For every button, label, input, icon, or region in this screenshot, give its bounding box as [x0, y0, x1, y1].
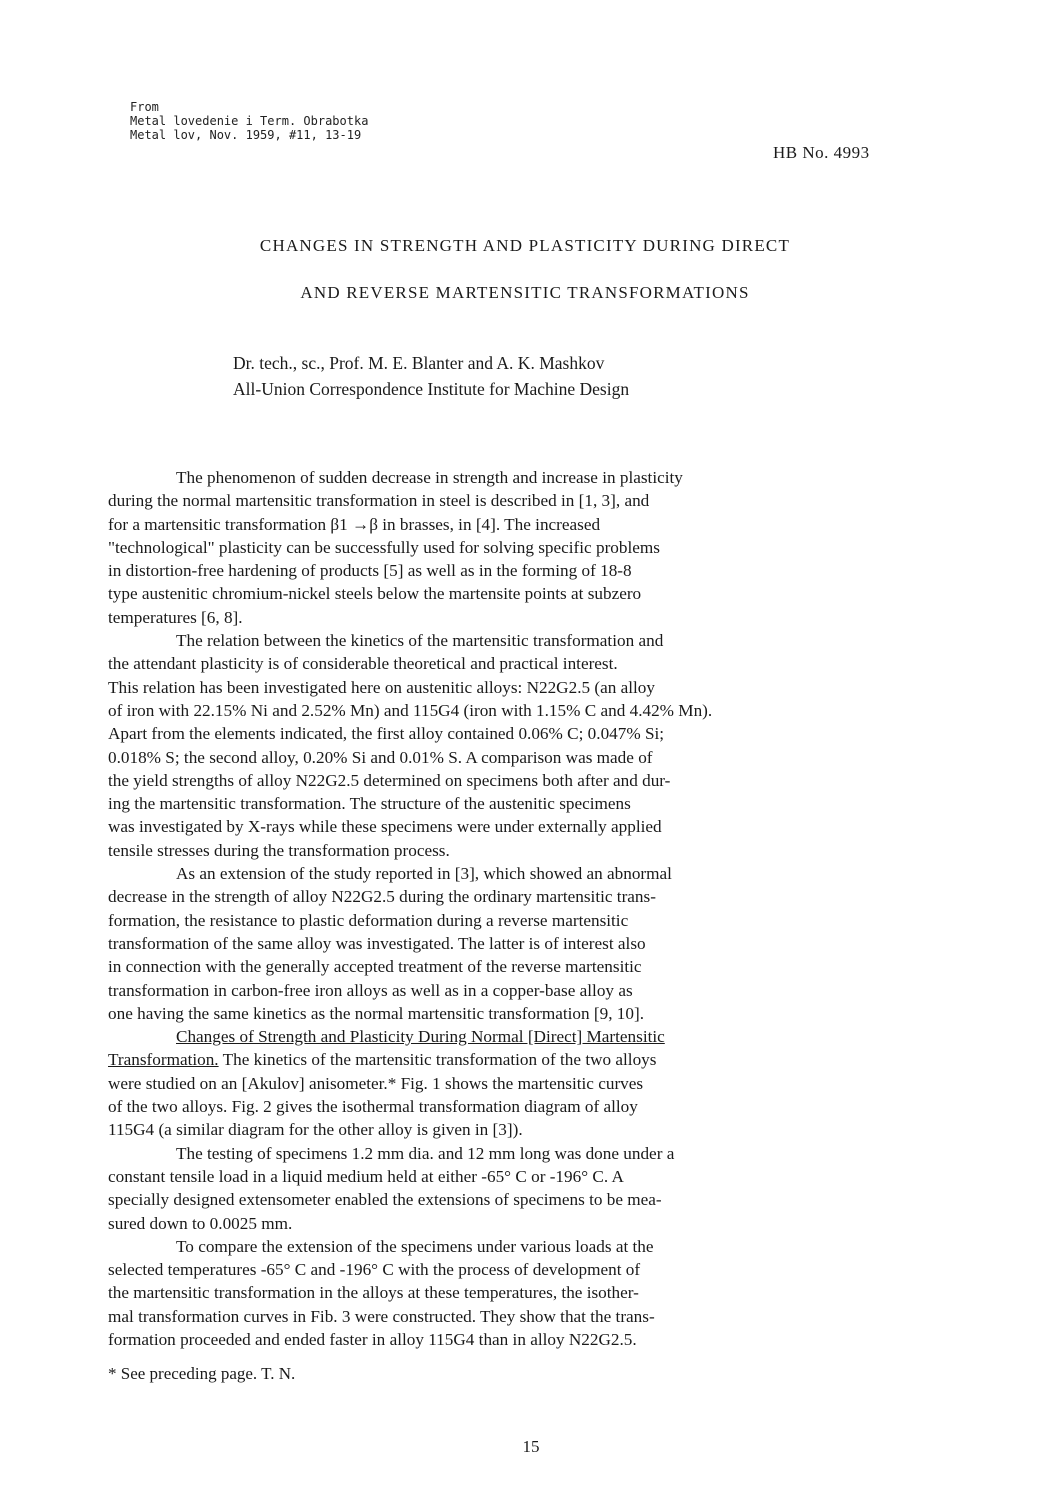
text-line: transformation of the same alloy was investigated. The latter is of interest also: [108, 933, 646, 953]
text-line: mal transformation curves in Fib. 3 were constructed. They show that the trans-: [108, 1306, 655, 1326]
page-number: 15: [522, 1437, 540, 1456]
source-citation: [130, 100, 368, 142]
section-heading-text: Changes of Strength and Plasticity During Normal [Direct] Martensitic: [176, 1027, 665, 1047]
text-line: one having the same kinetics as the normal martensitic transformation [9, 10].: [108, 1003, 645, 1023]
source-line: Metal lovedenie i Term. Obrabotka: [130, 114, 369, 128]
text-line: constant tensile load in a liquid medium held at either -65° C or -196° C. A: [108, 1166, 624, 1186]
text-line: for a martensitic transformation β1 →β in brasses, in [4]. The increased: [108, 514, 601, 534]
document-number: HB No. 4993: [773, 143, 870, 162]
text-line: temperatures [6, 8].: [108, 607, 243, 627]
text-line: formation, the resistance to plastic deformation during a reverse martensitic: [108, 910, 629, 930]
text-line: 115G4 (a similar diagram for the other alloy is given in [3]).: [108, 1120, 523, 1140]
text-line: decrease in the strength of alloy N22G2.5 during the ordinary martensitic trans-: [108, 887, 656, 907]
text-line: As an extension of the study reported in [3], which showed an abnormal: [176, 864, 672, 884]
section-heading: [108, 1025, 988, 1048]
source-line: Metal lov, Nov. 1959, #11, 13-19: [130, 128, 362, 142]
text-line: The relation between the kinetics of the martensitic transformation and: [176, 631, 664, 651]
text-line: was investigated by X-rays while these specimens were under externally applied: [108, 817, 662, 837]
text-line: [108, 1048, 988, 1071]
title-line-1: CHANGES IN STRENGTH AND PLASTICITY DURING DIRECT: [259, 236, 791, 255]
text-line: specially designed extensometer enabled the extensions of specimens to be mea-: [108, 1190, 662, 1210]
text-line: during the normal martensitic transformation in steel is described in [1, 3], and: [108, 491, 650, 511]
author-institution: All-Union Correspondence Institute for Machine Design: [233, 379, 630, 399]
footnote: * See preceding page. T. N.: [108, 1364, 296, 1383]
text-line: type austenitic chromium-nickel steels below the martensite points at subzero: [108, 584, 642, 604]
source-line: From: [130, 100, 159, 114]
text-line: the martensitic transformation in the alloys at these temperatures, the isother-: [108, 1283, 639, 1303]
text-line: the yield strengths of alloy N22G2.5 determined on specimens both after and dur-: [108, 770, 671, 790]
text-line: of iron with 22.15% Ni and 2.52% Mn) and 115G4 (iron with 1.15% C and 4.42% Mn).: [108, 700, 713, 720]
text-line: formation proceeded and ended faster in alloy 115G4 than in alloy N22G2.5.: [108, 1329, 637, 1349]
section-heading-text: Transformation.: [108, 1050, 219, 1070]
text-line: The testing of specimens 1.2 mm dia. and 12 mm long was done under a: [176, 1143, 675, 1163]
text-line: 0.018% S; the second alloy, 0.20% Si and 0.01% S. A comparison was made of: [108, 747, 653, 767]
text-line: tensile stresses during the transformation process.: [108, 840, 450, 860]
text-line: sured down to 0.0025 mm.: [108, 1213, 293, 1233]
text-line: Apart from the elements indicated, the first alloy contained 0.06% C; 0.047% Si;: [108, 724, 665, 744]
text-line: selected temperatures -65° C and -196° C with the process of development of: [108, 1260, 641, 1280]
title-line-2: AND REVERSE MARTENSITIC TRANSFORMATIONS: [300, 283, 750, 302]
text-line: transformation in carbon-free iron alloys as well as in a copper-base alloy as: [108, 980, 633, 1000]
author-block: [233, 350, 629, 402]
text-line: in connection with the generally accepted treatment of the reverse martensitic: [108, 957, 642, 977]
text-line: in distortion-free hardening of products [5] as well as in the forming of 18-8: [108, 561, 632, 581]
text-span: The kinetics of the martensitic transformation of the two alloys: [218, 1050, 657, 1070]
text-line: of the two alloys. Fig. 2 gives the isothermal transformation diagram of alloy: [108, 1097, 638, 1117]
author-names: Dr. tech., sc., Prof. M. E. Blanter and A. K. Mashkov: [233, 353, 605, 373]
text-line: This relation has been investigated here on austenitic alloys: N22G2.5 (an alloy: [108, 677, 655, 697]
text-line: ing the martensitic transformation. The structure of the austenitic specimens: [108, 794, 631, 814]
text-line: were studied on an [Akulov] anisometer.* Fig. 1 shows the martensitic curves: [108, 1073, 644, 1093]
text-line: "technological" plasticity can be successfully used for solving specific problems: [108, 537, 660, 557]
text-line: To compare the extension of the specimens under various loads at the: [176, 1236, 654, 1256]
text-line: The phenomenon of sudden decrease in strength and increase in plasticity: [176, 468, 683, 487]
text-line: the attendant plasticity is of considerable theoretical and practical interest.: [108, 654, 618, 674]
article-body: [108, 466, 988, 1351]
